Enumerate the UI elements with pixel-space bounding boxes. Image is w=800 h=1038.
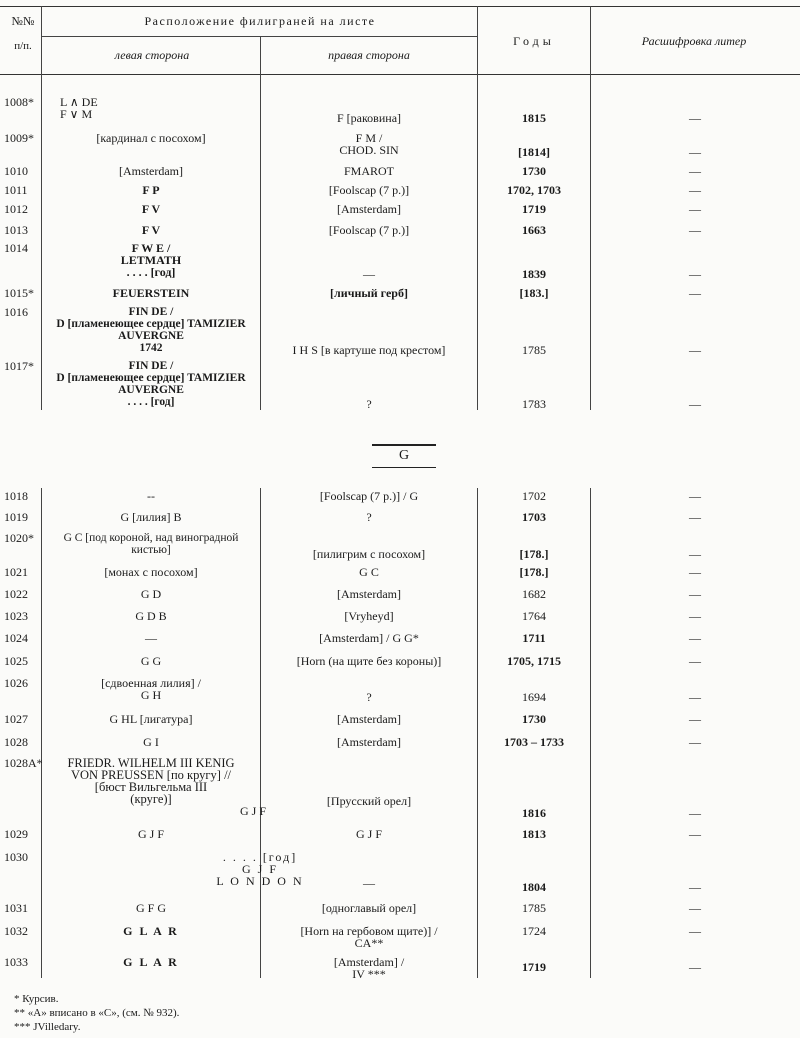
decoding-dash: — — [689, 654, 701, 668]
decoding-dash: — — [689, 735, 701, 749]
right-side-mark: G J F — [355, 827, 382, 841]
decoding-dash: — — [689, 960, 701, 974]
year: 1703 – 1733 — [504, 735, 564, 749]
decoding-dash: — — [689, 145, 701, 159]
entry-number: 1028A* — [4, 756, 43, 770]
column-rule — [477, 488, 478, 978]
entry-number: 1021 — [4, 565, 28, 579]
year: 1783 — [522, 397, 546, 411]
right-side-mark: F M / CHOD. SIN — [339, 131, 399, 157]
year: [183.] — [519, 286, 549, 300]
right-side-mark: [Прусский орел] — [326, 794, 412, 808]
left-side-mark: [сдвоенная лилия] / G H — [101, 676, 201, 702]
header-years: Годы — [513, 34, 555, 48]
decoding-dash: — — [689, 510, 701, 524]
header-number: №№ — [11, 14, 35, 28]
left-side-mark: G G — [140, 654, 162, 668]
right-side-mark: [одноглавый орел] — [321, 901, 417, 915]
decoding-dash: — — [689, 827, 701, 841]
entry-number: 1032 — [4, 924, 28, 938]
decoding-dash: — — [689, 489, 701, 503]
entry-number: 1011 — [4, 183, 28, 197]
left-side-mark: G L A R — [123, 955, 179, 969]
entry-number: 1015* — [4, 286, 34, 300]
year: 1702, 1703 — [507, 183, 561, 197]
year: 1703 — [522, 510, 546, 524]
header-right-side: правая сторона — [328, 48, 410, 62]
entry-number: 1008* — [4, 95, 34, 109]
footnote: * Курсив. — [14, 993, 59, 1005]
left-side-mark: FIN DE / D [пламенеющее сердце] TAMIZIER AUVERGNE 1742 — [56, 306, 246, 354]
entry-number: 1009* — [4, 131, 34, 145]
decoding-dash: — — [689, 806, 701, 820]
decoding-dash: — — [689, 111, 701, 125]
decoding-dash: — — [689, 587, 701, 601]
year: 1724 — [522, 924, 546, 938]
entry-number: 1022 — [4, 587, 28, 601]
decoding-dash: — — [689, 164, 701, 178]
header-left-side: левая сторона — [114, 48, 190, 62]
year: 1711 — [522, 631, 546, 645]
section-rule — [372, 467, 436, 468]
left-side-mark: . . . . [год] G J F L O N D O N — [216, 850, 304, 888]
decoding-dash: — — [689, 267, 701, 281]
year: 1705, 1715 — [507, 654, 561, 668]
year: 1764 — [522, 609, 546, 623]
left-side-mark: G HL [лигатура] — [109, 712, 193, 726]
right-side-mark: — — [363, 876, 375, 890]
right-side-mark: ? — [366, 510, 372, 524]
right-side-mark: [Vryheyd] — [344, 609, 394, 623]
left-side-mark: [монах с посохом] — [104, 565, 198, 579]
right-side-mark: FMAROT — [343, 164, 394, 178]
right-side-mark: I H S [в картуше под крестом] — [292, 343, 446, 357]
entry-number: 1013 — [4, 223, 28, 237]
decoding-dash: — — [689, 202, 701, 216]
decoding-dash: — — [689, 183, 701, 197]
decoding-dash: — — [689, 880, 701, 894]
year: 1730 — [522, 164, 546, 178]
year: [178.] — [519, 547, 549, 561]
year: 1682 — [522, 587, 546, 601]
left-side-mark: G L A R — [123, 924, 179, 938]
header-bottom-rule — [0, 74, 800, 75]
header-decoding: Расшифровка литер — [641, 34, 747, 48]
left-side-mark: G C [под короной, над виноградной кистью] — [63, 532, 239, 556]
section-heading-g: G — [398, 448, 410, 463]
entry-number: 1017* — [4, 359, 34, 373]
footnote: *** JVilledary. — [14, 1021, 81, 1033]
left-side-mark: G J F — [137, 827, 164, 841]
year: 1719 — [522, 960, 546, 974]
column-rule — [260, 36, 261, 410]
entry-number: 1026 — [4, 676, 28, 690]
year: 1815 — [522, 111, 546, 125]
left-side-mark: [кардинал с посохом] — [96, 131, 206, 145]
right-side-mark: [Amsterdam] — [337, 712, 401, 726]
left-side-mark: G D — [140, 587, 162, 601]
column-rule — [477, 6, 478, 410]
decoding-dash: — — [689, 712, 701, 726]
header-number-sub: п/п. — [14, 40, 32, 52]
left-side-mark: G D B — [135, 609, 167, 623]
entry-number: 1033 — [4, 955, 28, 969]
year: 1694 — [522, 690, 546, 704]
entry-number: 1023 — [4, 609, 28, 623]
entry-number: 1016 — [4, 305, 28, 319]
left-side-mark: [Amsterdam] — [119, 164, 183, 178]
year: 1804 — [522, 880, 546, 894]
left-side-mark-extra: G J F — [240, 804, 267, 818]
left-side-mark: G I — [143, 735, 159, 749]
header-placement: Расположение филиграней на листе — [144, 14, 376, 28]
entry-number: 1014 — [4, 241, 28, 255]
year: 1785 — [522, 901, 546, 915]
year: 1730 — [522, 712, 546, 726]
left-side-mark: -- — [147, 489, 155, 503]
decoding-dash: — — [689, 690, 701, 704]
column-rule — [260, 488, 261, 978]
left-side-mark: L ∧ DE F ∨ M — [60, 95, 98, 121]
entry-number: 1018 — [4, 489, 28, 503]
left-side-mark: FIN DE / D [пламенеющее сердце] TAMIZIER AUVERGNE . . . . [год] — [56, 360, 246, 408]
entry-number: 1027 — [4, 712, 28, 726]
footnote: ** «A» вписано в «C», (см. № 932). — [14, 1007, 180, 1019]
entry-number: 1028 — [4, 735, 28, 749]
entry-number: 1030 — [4, 850, 28, 864]
entry-number: 1025 — [4, 654, 28, 668]
right-side-mark: ? — [366, 397, 372, 411]
entry-number: 1024 — [4, 631, 28, 645]
decoding-dash: — — [689, 547, 701, 561]
entry-number: 1031 — [4, 901, 28, 915]
year: 1663 — [522, 223, 546, 237]
year: 1785 — [522, 343, 546, 357]
year: 1813 — [522, 827, 546, 841]
left-side-mark: F W E / LETMATH . . . . [год] — [120, 241, 182, 279]
entry-number: 1010 — [4, 164, 28, 178]
section-rule — [372, 444, 436, 446]
decoding-dash: — — [689, 223, 701, 237]
left-side-mark: F P — [142, 183, 160, 197]
right-side-mark: [Amsterdam] / IV *** — [333, 955, 405, 981]
left-side-mark: FEUERSTEIN — [112, 286, 190, 300]
right-side-mark: F [раковина] — [336, 111, 402, 125]
entry-number: 1012 — [4, 202, 28, 216]
year: 1816 — [522, 806, 546, 820]
right-side-mark: [Horn (на щите без короны)] — [296, 654, 442, 668]
decoding-dash: — — [689, 565, 701, 579]
year: [1814] — [518, 145, 550, 159]
entry-number: 1020* — [4, 531, 34, 545]
right-side-mark: — — [363, 267, 375, 281]
left-side-mark: G F G — [135, 901, 166, 915]
decoding-dash: — — [689, 901, 701, 915]
right-side-mark: [Amsterdam] — [337, 202, 401, 216]
left-side-mark: F V — [141, 223, 161, 237]
left-side-mark: G [лилия] B — [120, 510, 182, 524]
right-side-mark: ? — [366, 690, 372, 704]
left-side-mark: FRIEDR. WILHELM III KENIG VON PREUSSEN [по кругу] // [бюст Вильгельма III (круге)] — [67, 756, 235, 806]
right-side-mark: [Foolscap (7 p.)] / G — [319, 489, 419, 503]
decoding-dash: — — [689, 609, 701, 623]
right-side-mark: G C — [359, 565, 379, 579]
right-side-mark: [личный герб] — [330, 286, 408, 300]
right-side-mark: [пилигрим с посохом] — [312, 547, 426, 561]
decoding-dash: — — [689, 397, 701, 411]
header-top-rule — [0, 6, 800, 7]
year: 1839 — [522, 267, 546, 281]
right-side-mark: [Amsterdam] — [337, 735, 401, 749]
year: 1719 — [522, 202, 546, 216]
entry-number: 1029 — [4, 827, 28, 841]
decoding-dash: — — [689, 286, 701, 300]
right-side-mark: [Foolscap (7 p.)] — [328, 183, 410, 197]
right-side-mark: [Amsterdam] / G G* — [319, 631, 419, 645]
decoding-dash: — — [689, 343, 701, 357]
decoding-dash: — — [689, 924, 701, 938]
right-side-mark: [Horn на гербовом щите)] / CA** — [300, 924, 438, 950]
year: 1702 — [522, 489, 546, 503]
left-side-mark: F V — [141, 202, 161, 216]
left-side-mark: — — [145, 631, 157, 645]
right-side-mark: [Foolscap (7 p.)] — [328, 223, 410, 237]
right-side-mark: [Amsterdam] — [337, 587, 401, 601]
year: [178.] — [519, 565, 549, 579]
decoding-dash: — — [689, 631, 701, 645]
entry-number: 1019 — [4, 510, 28, 524]
